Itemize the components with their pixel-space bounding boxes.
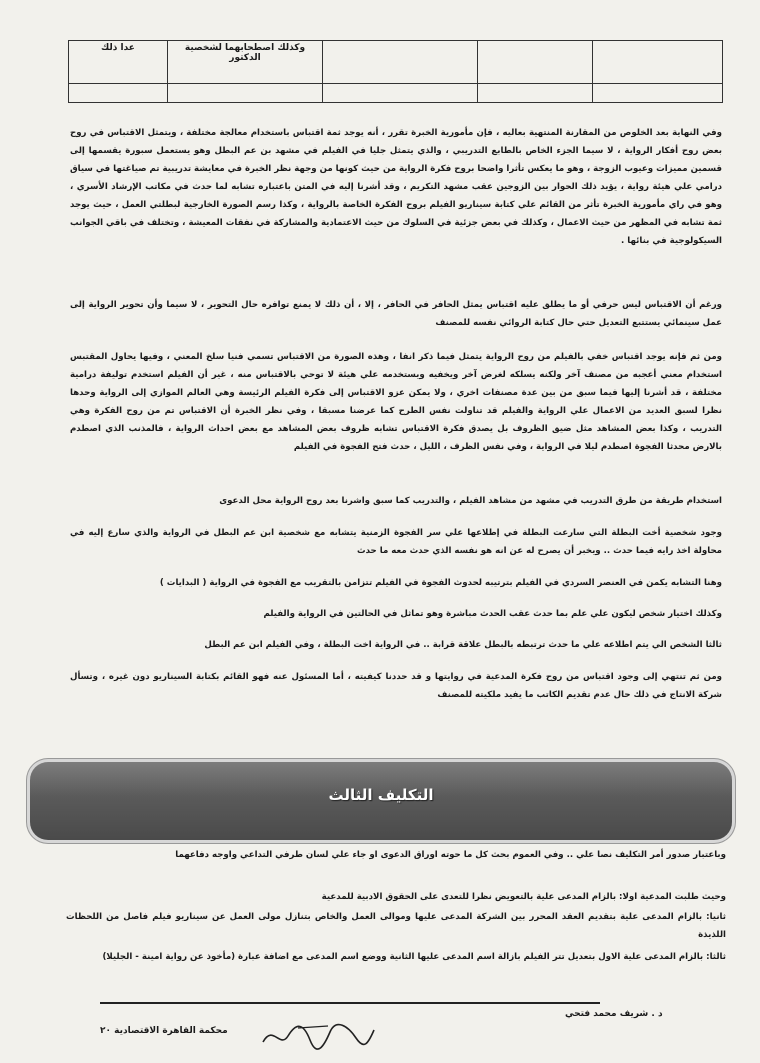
table-cell (478, 84, 593, 103)
paragraph: ثالثا الشخص الي يتم اطلاعه علي ما حدث ترتبطه بالبطل علاقة قرابة .. في الرواية اخت البطلة ، وفي الفيلم ابن عم البطل (204, 640, 722, 650)
table-cell (593, 41, 723, 84)
paragraph: وجود شخصية أخت البطلة التي سارعت البطلة في إطلاعها علي سر الفجوة الزمنية يتشابه مع شخصية ابن عم البطل في الرواية والذي سارع إليه في محاولة اخذ رايه فيما حدث .. ويخبر أن يصرح له عن انه هو نفسه الذي حدث معه ما حدث (70, 528, 722, 556)
section-title: التكليف الثالث (328, 786, 434, 804)
comparison-table (68, 40, 723, 103)
table-cell (323, 84, 478, 103)
paragraph: ثانيا: بالزام المدعى علية بتقديم العقد المحرر بين الشركة المدعى عليها وموالى العمل والخاص بتنازل مولى العمل عن سيناريو فيلم فاصل من اللحظات اللذيذة (66, 912, 726, 940)
table-cell (478, 41, 593, 84)
table-cell (323, 41, 478, 84)
paragraph: ثالثا: بالزام المدعى علية الاول بتعديل تتر الفيلم بازالة اسم المدعى عليها الثانية ووضع اسم المدعى مع اضافة عبارة (مأخوذ عن رواية امينة - الجليلا) (102, 952, 726, 962)
table-cell (69, 84, 168, 103)
table-cell (168, 84, 323, 103)
table-cell: عدا ذلك (69, 41, 168, 84)
paragraph: وحيث طلبت المدعية اولا: بالزام المدعى علية بالتعويض نظرا للتعدى على الحقوق الادبية للمدعية (321, 892, 726, 902)
paragraph: ورغم أن الاقتباس ليس حرفي أو ما يطلق عليه اقتباس يمثل الحافر في الحافر ، إلا ، أن ذلك لا يمنع توافره حال التحوير ، لا سيما وأن تحوير الرواية إلى عمل سينمائي يستتبع التعديل حتي حال كتابة الروائي نفسه للمصنف (70, 300, 722, 328)
paragraph: وكذلك اختيار شخص ليكون علي علم بما حدث عقب الحدث مباشرة وهو تماثل في الحالتين في الرواية والفيلم (263, 609, 722, 619)
paragraph: استخدام طريقة من طرق التدريب في مشهد من مشاهد الفيلم ، والتدريب كما سبق واشرنا بعد روح الرواية محل الدعوى (219, 496, 722, 506)
table-row (69, 41, 723, 84)
paragraph: ومن ثم فإنه يوجد اقتباس خفي بالفيلم من روح الرواية يتمثل فيما ذكر انفا ، وهذه الصورة من الاقتباس تسمي فنيا سلخ المعني ، وفيها يحاول المقتبس استخدام معني أعجبه من مصنف آخر ولكنه يسلكه لغرض آخر ويخفيه ويستخدمه علي هيئة لا توحي بالاقتباس منه ، غير أن الفيلم استخدم توليفة درامية مختلفة ، قد أشرنا إليها فيما سبق من بين عدة مصنفات اخري ، ولا يمكن عزو الاقتباس إلى فكرة الفيلم الرئيسة وهي العالم الموازي إلى الرواية وحدها نظرا لسبق العديد من الاعمال علي الرواية والفيلم قد تناولت نفس الطرح كما عرضنا مسبقا ، وفي نظر الخبرة أن الاقتباس تم من روح الفكرة وهي التدريب ، وكذا بعض المشاهد مثل ضيق الظروف بل يصدق فكرة الاقتباس تشابه ظروف بعض المشاهد مع بعض احداث الرواية ، فالمذنب الذي اصطدم بالارض محدثا الفجوة اصطدم ليلا في الرواية ، وفي نفس الظرف ، الليل ، حدث فتح الفجوة في الفيلم (70, 352, 722, 452)
signature-image (258, 1014, 378, 1054)
footer-author: د . شريف محمد فتحي (565, 1009, 663, 1019)
paragraph: وباعتبار صدور أمر التكليف نصا علي .. وفي العموم بحث كل ما حوته اوراق الدعوى او جاء علي لسان طرفي التداعي واوجه دفاعهما (175, 850, 726, 860)
paragraph: ومن ثم تنتهي إلى وجود اقتباس من روح فكرة المدعية في روايتها و قد حددنا كيفيته ، أما المسئول عنه فهو القائم بكتابة السيناريو دون غيره ، وتسأل شركة الانتاج في ذلك حال عدم تقديم الكاتب ما يفيد ملكيته للمصنف (70, 672, 722, 700)
footer-court: محكمة القاهرة الاقتصادية ٢٠ (100, 1026, 228, 1036)
section-banner (30, 762, 732, 840)
paragraph: وهنا التشابه يكمن في العنصر السردي في الفيلم بترتيبه لحدوث الفجوة في الفيلم تتزامن بالتقريب مع الفجوة في الرواية ( البدايات ) (159, 578, 722, 588)
table-cell: وكذلك اصطحابهما لشخصية الدكتور (168, 41, 323, 84)
table-cell (593, 84, 723, 103)
table-row (69, 84, 723, 103)
footer-divider (100, 1002, 600, 1004)
paragraph: وفي النهاية بعد الخلوص من المقارنة المنتهية بعاليه ، فإن مأمورية الخبرة تقرر ، أنه يوجد ثمة اقتباس باستخدام معالجة مختلفة ، ويتمثل الاقتباس في روح بعض روح أفكار الرواية ، لا سيما الجزء الخاص بالطابع التدريبي ، والذي يتمثل جليا في الفيلم في مشهد بن عم البطل وهو يستعمل سبورة يقسمها إلى قسمين مميزات وعيوب الزوجة ، وهو ما يعكس تأثرا واضحا بروح فكرة الرواية من حيث كونها من وجهة نظر الخبرة في معايشة تدريبية تم صياغتها في سياق درامي علي هيئة رواية ، يؤيد ذلك الحوار بين الزوجين عقب مشهد التكريم ، وقد أشرنا إليه في المتن باعتباره تشابه لما حدث في مكاتب الإرشاد الأسري ، وهو في راي مأمورية الخبرة تأثر من القائم علي كتابة سيناريو الفيلم بروح الفكرة الخاصة بالرواية ، وكذا رسم الصورة الخارجية لبطلتي العمل ، حيث يوجد ثمة تشابه في المظهر من حيث الاعمال ، وكذلك في بعض جزئية في السلوك من حيث الاعتمادية والمشاركة في نفقات المعيشة ، وتختلف في باقي الجوانب السيكولوجية في بنائها . (70, 128, 722, 246)
